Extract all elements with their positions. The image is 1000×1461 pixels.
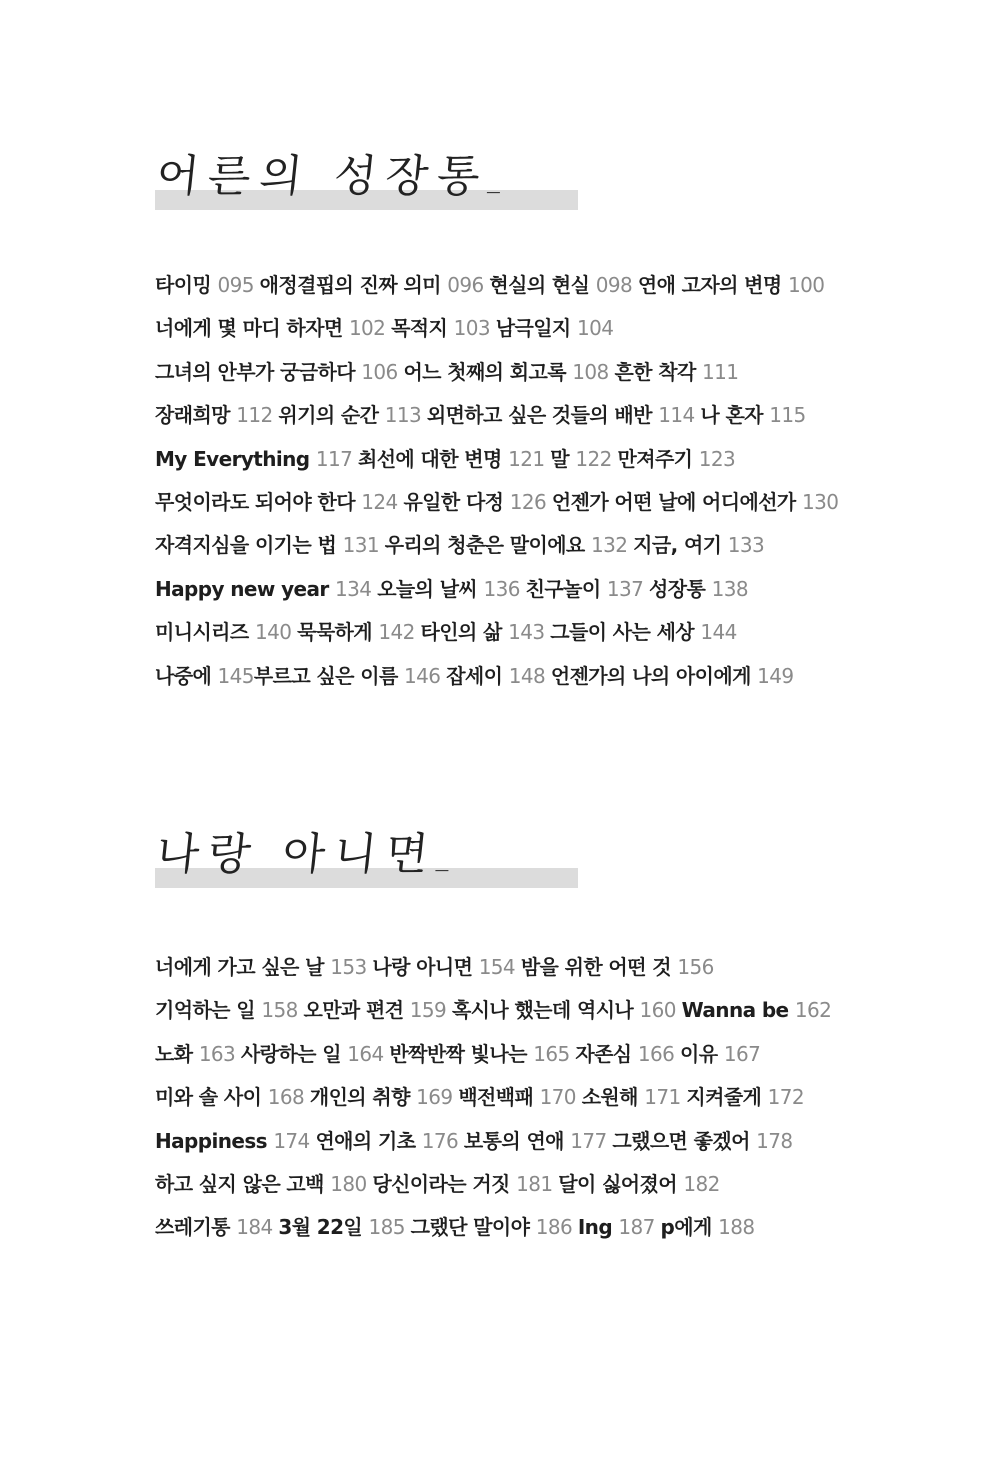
entry-title: 유일한 다정	[403, 489, 510, 514]
entry-title: 3월 22일	[278, 1215, 369, 1240]
entry-title: 언젠가의 나의 아이에게	[550, 663, 758, 688]
entry-title: 위기의 순간	[278, 403, 385, 428]
entry-title: 혹시나 했는데 역시나	[451, 998, 640, 1023]
entry-page-number: 142	[378, 620, 421, 645]
entry-page-number: 136	[483, 576, 526, 601]
entry-title: Wanna be	[681, 998, 795, 1023]
section-if-not-with-me	[0, 818, 1000, 1250]
entry-page-number: 165	[533, 1041, 576, 1066]
toc-line	[155, 394, 915, 437]
entry-title: 기억하는 일	[155, 998, 262, 1023]
entry-page-number: 124	[361, 489, 404, 514]
entry-title: Happy new year	[155, 576, 336, 601]
toc-line	[155, 1163, 915, 1206]
entry-page-number: 106	[361, 359, 404, 384]
entry-page-number: 162	[794, 998, 832, 1023]
entry-title: 당신이라는 거짓	[372, 1171, 517, 1196]
entry-title: 너에게 몇 마디 하자면	[155, 316, 349, 341]
entry-page-number: 138	[711, 576, 748, 601]
toc-line	[155, 438, 915, 481]
entry-page-number: 171	[644, 1085, 687, 1110]
entry-page-number: 108	[572, 359, 615, 384]
toc-line	[155, 481, 915, 524]
section-adult-growing-pains	[0, 140, 1000, 698]
entry-page-number: 100	[788, 273, 825, 297]
entry-page-number: 167	[723, 1041, 761, 1066]
entry-page-number: 168	[267, 1085, 310, 1110]
entry-title: 연애 고자의 변명	[637, 273, 788, 297]
entry-page-number: 130	[802, 489, 839, 514]
entry-title: 지켜줄게	[686, 1085, 768, 1110]
entry-title: 하고 싶지 않은 고백	[155, 1171, 331, 1196]
entry-page-number: 148	[508, 663, 551, 688]
entry-title: 목적지	[391, 316, 454, 341]
entry-title: 최선에 대한 변명	[357, 446, 509, 471]
entry-page-number: 143	[508, 620, 551, 645]
entry-title: 무엇이라도 되어야 한다	[155, 489, 362, 514]
entry-page-number: 169	[416, 1085, 459, 1110]
entry-page-number: 104	[577, 316, 614, 341]
entry-page-number: 140	[254, 620, 298, 645]
entry-page-number: 158	[261, 998, 304, 1023]
entry-title: 사랑하는 일	[240, 1041, 348, 1066]
entry-title: 장래희망	[155, 403, 237, 428]
entry-page-number: 180	[330, 1171, 373, 1196]
entry-page-number: 170	[539, 1085, 582, 1110]
entry-title: 밤을 위한 어떤 것	[520, 955, 678, 979]
entry-page-number: 131	[342, 533, 385, 558]
entry-page-number: 156	[677, 955, 714, 979]
entry-title: 소원해	[581, 1085, 645, 1110]
entry-page-number: 184	[236, 1215, 279, 1240]
entry-title: 그랬으면 좋겠어	[612, 1128, 757, 1153]
entry-title: 어느 첫째의 회고록	[403, 359, 573, 384]
title-dash: _	[486, 164, 503, 194]
entry-page-number: 174	[273, 1128, 316, 1153]
entry-title: 달이 싫어졌어	[558, 1171, 684, 1196]
entry-page-number: 149	[757, 663, 794, 688]
entry-page-number: 181	[516, 1171, 559, 1196]
entry-title: 오늘의 날씨	[377, 576, 484, 601]
entry-title: 나중에	[155, 663, 218, 688]
entry-title: 남극일지	[495, 316, 577, 341]
entry-title: 자격지심을 이기는 법	[155, 533, 343, 558]
entry-page-number: 172	[767, 1085, 804, 1110]
entry-page-number: 182	[683, 1171, 720, 1196]
entry-title: 부르고 싶은 이름	[253, 663, 405, 688]
toc-line	[155, 1120, 915, 1163]
entry-page-number: 121	[508, 446, 551, 471]
entry-page-number: 176	[421, 1128, 464, 1153]
entry-title: 보통의 연애	[463, 1128, 571, 1153]
toc-entries	[155, 946, 915, 1250]
toc-line	[155, 1206, 915, 1249]
entry-title: 그녀의 안부가 궁금하다	[155, 359, 362, 384]
entry-title: 미니시리즈	[155, 620, 255, 645]
entry-page-number: 166	[637, 1041, 681, 1066]
title-dash: _	[435, 842, 452, 872]
entry-title: 잡세이	[446, 663, 509, 688]
entry-page-number: 123	[698, 446, 736, 471]
entry-page-number: 160	[639, 998, 682, 1023]
entry-page-number: 185	[368, 1215, 411, 1240]
entry-page-number: 145	[217, 663, 254, 688]
section-title: 어른의 성장통_	[153, 151, 503, 202]
entry-title: 오만과 편견	[303, 998, 410, 1023]
entry-title: 나 혼자	[700, 403, 770, 428]
entry-title: 애정결핍의 진짜 의미	[259, 273, 448, 297]
entry-page-number: 188	[718, 1215, 755, 1240]
entry-page-number: 112	[236, 403, 279, 428]
entry-page-number: 178	[756, 1128, 793, 1153]
toc-line	[155, 611, 915, 654]
entry-title: 외면하고 싶은 것들의 배반	[426, 403, 659, 428]
entry-title: 타인의 삶	[420, 620, 509, 645]
toc-line	[155, 989, 915, 1032]
section-heading	[155, 818, 578, 888]
entry-title: 그랬단 말이야	[410, 1215, 536, 1240]
toc-line	[155, 264, 915, 307]
entry-title: 지금, 여기	[633, 533, 728, 558]
toc-line	[155, 1033, 915, 1076]
entry-page-number: 134	[335, 576, 378, 601]
entry-page-number: 153	[330, 955, 373, 979]
entry-page-number: 146	[404, 663, 447, 688]
entry-page-number: 177	[570, 1128, 613, 1153]
toc-line	[155, 655, 915, 698]
entry-title: 성장통	[649, 576, 712, 601]
entry-title: 현실의 현실	[489, 273, 596, 297]
entry-title: 노화	[155, 1041, 199, 1066]
entry-title: 개인의 취향	[309, 1085, 417, 1110]
entry-title: 반짝반짝 빛나는	[389, 1041, 534, 1066]
entry-page-number: 159	[409, 998, 452, 1023]
entry-page-number: 098	[595, 273, 638, 297]
toc-line	[155, 568, 915, 611]
entry-title: 만져주기	[617, 446, 699, 471]
entry-page-number: 164	[347, 1041, 390, 1066]
entry-title: 미와 솔 사이	[155, 1085, 268, 1110]
entry-page-number: 163	[198, 1041, 241, 1066]
entry-title: p에게	[660, 1215, 719, 1240]
entry-title: 친구놀이	[525, 576, 607, 601]
entry-title: Happiness	[155, 1128, 274, 1153]
entry-title: 우리의 청춘은 말이에요	[384, 533, 592, 558]
entry-page-number: 102	[348, 316, 392, 341]
entry-title: 그들이 사는 세상	[550, 620, 701, 645]
entry-page-number: 114	[658, 403, 701, 428]
entry-page-number: 186	[535, 1215, 578, 1240]
entry-title: 백전백패	[458, 1085, 540, 1110]
entry-title: 흔한 착각	[614, 359, 703, 384]
entry-page-number: 113	[384, 403, 427, 428]
section-title: 나랑 아니면_	[153, 829, 452, 880]
entry-page-number: 137	[606, 576, 650, 601]
entry-page-number: 111	[702, 359, 739, 384]
entry-page-number: 133	[727, 533, 765, 558]
entry-title: 연애의 기초	[315, 1128, 422, 1153]
entry-title: My Everything	[155, 446, 316, 471]
entry-title: 언젠가 어떤 날에 어디에선가	[551, 489, 802, 514]
entry-title: 타이밍	[155, 273, 218, 297]
entry-page-number: 096	[447, 273, 490, 297]
toc-line	[155, 307, 915, 350]
entry-page-number: 095	[217, 273, 260, 297]
toc-entries	[155, 264, 915, 698]
entry-page-number: 144	[700, 620, 737, 645]
toc-line	[155, 946, 915, 989]
entry-title: 묵묵하게	[297, 620, 379, 645]
entry-page-number: 187	[618, 1215, 661, 1240]
toc-line	[155, 524, 915, 567]
entry-page-number: 154	[478, 955, 521, 979]
entry-title: Ing	[577, 1215, 619, 1240]
entry-page-number: 117	[315, 446, 358, 471]
entry-page-number: 103	[453, 316, 496, 341]
entry-title: 너에게 가고 싶은 날	[155, 955, 331, 979]
entry-title: 쓰레기통	[155, 1215, 237, 1240]
entry-title: 이유	[680, 1041, 724, 1066]
section-heading	[155, 140, 578, 210]
toc-line	[155, 1076, 915, 1119]
entry-page-number: 132	[591, 533, 634, 558]
entry-page-number: 122	[575, 446, 618, 471]
toc-line	[155, 351, 915, 394]
entry-page-number: 126	[509, 489, 552, 514]
entry-title: 말	[550, 446, 576, 471]
entry-title: 자존심	[575, 1041, 638, 1066]
entry-page-number: 115	[769, 403, 806, 428]
entry-title: 나랑 아니면	[372, 955, 479, 979]
